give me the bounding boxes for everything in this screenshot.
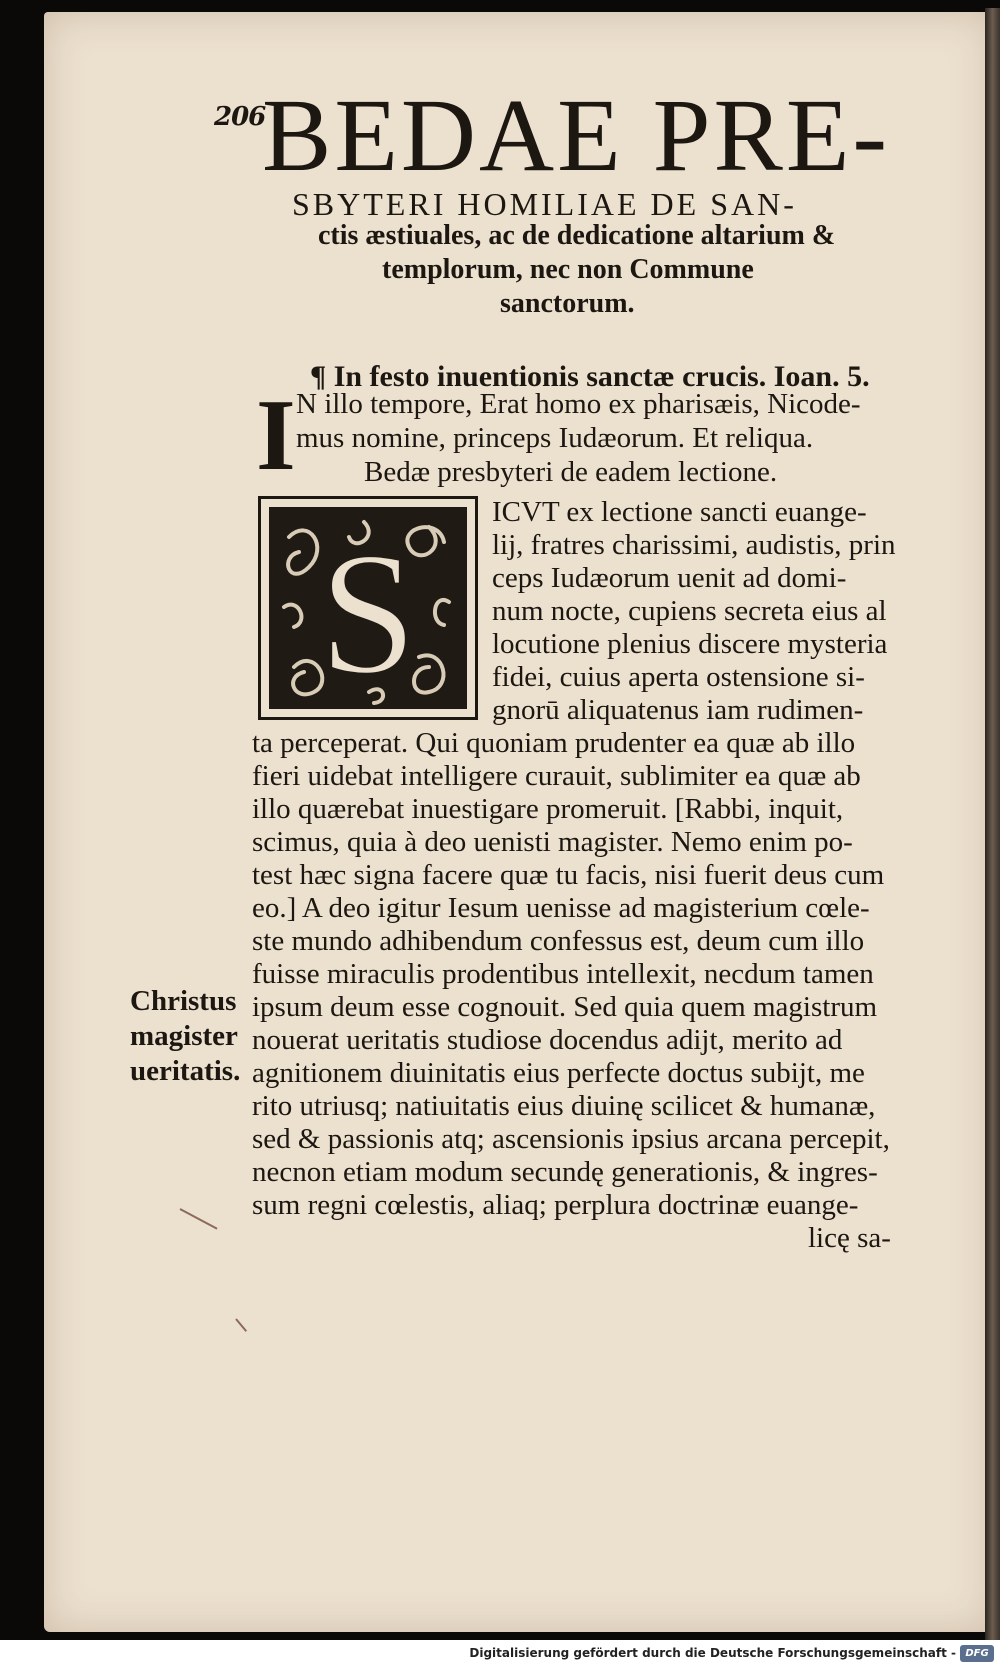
body-line: ste mundo adhibendum confessus est, deum cum illo [252, 925, 865, 957]
woodcut-initial [258, 496, 478, 720]
body-line: locutione plenius discere mysteria [492, 628, 888, 660]
body-line: sum regni cœlestis, aliaq; perplura doctrinæ euange- [252, 1189, 859, 1221]
margin-note-line: ueritatis. [130, 1055, 241, 1087]
body-line: sed & passionis atq; ascensionis ipsius arcana percepit, [252, 1123, 890, 1155]
ornamental-initial-icon [269, 507, 467, 709]
body-line: necnon etiam modum secundę generationis, & ingres- [252, 1156, 878, 1188]
body-line: eo.] A deo igitur Iesum uenisse ad magisterium cœle- [252, 892, 870, 924]
body-line: ipsum deum esse cognouit. Sed quia quem magistrum [252, 991, 878, 1023]
page-number: 206 [214, 102, 266, 132]
title-line-4: sanctorum. [500, 288, 635, 319]
body-line: agnitionem diuinitatis eius perfecte doctus subijt, me [252, 1057, 865, 1089]
body-line: gnorū aliquatenus iam rudimen- [492, 694, 864, 726]
footer-bar [0, 1642, 1000, 1668]
funding-credit: Digitalisierung gefördert durch die Deutsche Forschungsgemeinschaft - [469, 1646, 956, 1660]
section-heading: ¶ In festo inuentionis sanctæ crucis. Ioan. 5. [310, 360, 870, 393]
body-line: ta perceperat. Qui quoniam prudenter ea quæ ab illo [252, 727, 856, 759]
title-line-3: templorum, nec non Commune [382, 254, 754, 285]
body-line: test hæc signa facere quæ tu facis, nisi fuerit deus cum [252, 859, 885, 891]
body-line: illo quærebat inuestigare promeruit. [Rabbi, inquit, [252, 793, 844, 825]
body-line: lij, fratres charissimi, audistis, prin [492, 529, 896, 561]
dfg-logo-icon: DFG [960, 1645, 994, 1662]
body-line: fidei, cuius aperta ostensione si- [492, 661, 865, 693]
body-line: nouerat ueritatis studiose docendus adijt, merito ad [252, 1024, 843, 1056]
body-line: rito utriusq; natiuitatis eius diuinę scilicet & humanæ, [252, 1090, 876, 1122]
body-line: num nocte, cupiens secreta eius al [492, 595, 887, 627]
margin-note-line: magister [130, 1020, 238, 1052]
title-line-2: ctis æstiuales, ac de dedicatione altarium & [318, 220, 836, 251]
intro-line: mus nomine, princeps Iudæorum. Et reliqua. [296, 422, 814, 454]
body-line: ceps Iudæorum uenit ad domi- [492, 562, 847, 594]
body-line: scimus, quia à deo uenisti magister. Nemo enim po- [252, 826, 853, 858]
body-line: licę sa- [808, 1222, 891, 1254]
margin-note-line: Christus [130, 985, 237, 1017]
page-edge [985, 8, 1000, 1640]
intro-line: Bedæ presbyteri de eadem lectione. [364, 456, 778, 488]
body-line: ICVT ex lectione sancti euange- [492, 496, 867, 528]
title-line-1: SBYTERI HOMILIAE DE SAN- [292, 186, 797, 222]
page-title: BEDAE PRE- [262, 78, 890, 193]
margin-note [130, 984, 240, 1089]
woodcut-letter: S [319, 516, 417, 709]
body-line: fuisse miraculis prodentibus intellexit, necdum tamen [252, 958, 874, 990]
drop-initial: I [256, 379, 296, 492]
intro-line: N illo tempore, Erat homo ex pharisæis, Nicode- [296, 388, 861, 420]
body-line: fieri uidebat intelligere curauit, sublimiter ea quæ ab [252, 760, 861, 792]
